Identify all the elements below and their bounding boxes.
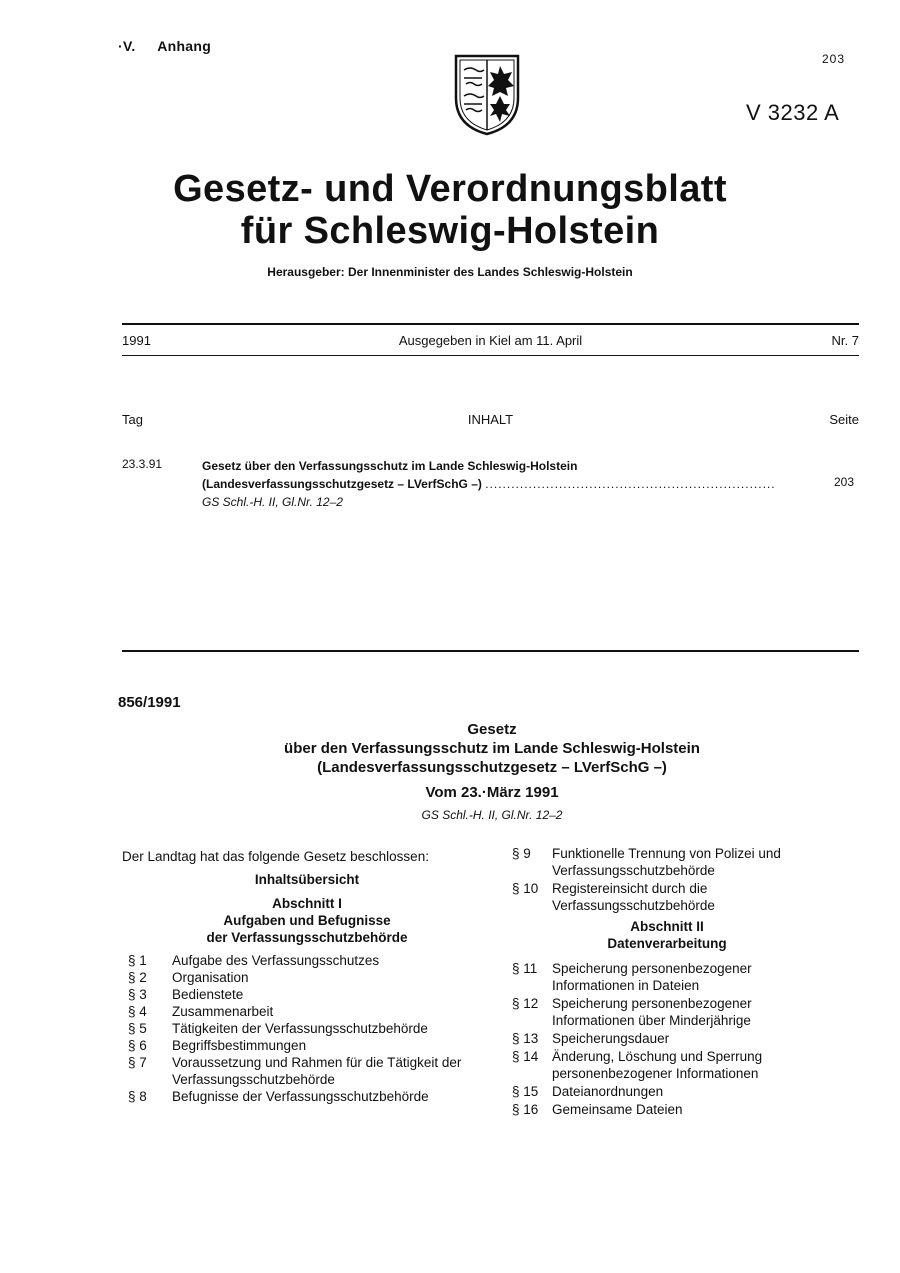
part-marker: ·V. [118,38,136,54]
paragraph-number: § 2 [128,970,147,985]
section2-label: Abschnitt II [630,919,704,934]
section2-title: Datenverarbeitung [607,936,727,951]
paragraph-number: § 9 [512,846,531,861]
overview-entry [512,1030,822,1047]
law-intro: Der Landtag hat das folgende Gesetz beschlossen: [122,849,429,864]
coat-of-arms-icon [448,48,526,138]
overview-entry [512,1101,822,1118]
paragraph-title: Aufgabe des Verfassungsschutzes [172,953,380,968]
contents-item-date: 23.3.91 [122,457,163,471]
law-title [0,720,900,777]
overview-entry [512,995,822,1029]
paragraph-number: § 11 [512,961,538,976]
contents-col-page: Seite [829,412,859,427]
contents-item-page: 203 [834,475,855,489]
paragraph-title: Speicherung personenbezogener Informationen über Minderjährige [552,996,752,1028]
paragraph-title: Bedienstete [172,987,244,1002]
law-title-line3: (Landesverfassungsschutzgesetz – LVerfSchG –) [317,759,667,776]
paragraph-number: § 4 [128,1004,147,1019]
masthead-title [0,168,900,252]
paragraph-number: § 15 [512,1084,539,1099]
issue-date: Ausgegeben in Kiel am 11. April [398,333,583,348]
section1-title-line2: der Verfassungsschutzbehörde [206,930,408,945]
law-date: Vom 23.·März 1991 [425,784,559,801]
paragraph-number: § 12 [512,996,539,1011]
overview-entry [512,1083,822,1100]
publisher-line: Herausgeber: Der Innenminister des Landes Schleswig-Holstein [267,265,633,279]
paragraph-number: § 14 [512,1049,539,1064]
contents-item-title: Gesetz über den Verfassungsschutz im Lande Schleswig-Holstein [202,459,578,473]
paragraph-number: § 13 [512,1031,539,1046]
paragraph-number: § 3 [128,987,147,1002]
masthead-title-line2: für Schleswig-Holstein [240,210,660,252]
overview-entry [122,969,492,986]
section1-cont-list [512,845,822,914]
law-title-line2: über den Verfassungsschutz im Lande Schleswig-Holstein [284,740,700,757]
overview-entry [122,986,492,1003]
paragraph-number: § 16 [512,1102,539,1117]
overview-entry [122,952,492,969]
page-number: 203 [822,52,846,66]
paragraph-title: Dateianordnungen [552,1084,664,1099]
publication-code: V 3232 A [746,100,840,125]
paragraph-number: § 10 [512,881,539,896]
issue-year: 1991 [122,333,151,348]
contents-heading: INHALT [467,412,514,427]
section1-list [122,952,492,1105]
paragraph-title: Registereinsicht durch die Verfassungsschutzbehörde [552,881,715,913]
overview-entry [122,1088,492,1105]
paragraph-title: Zusammenarbeit [172,1004,274,1019]
divider [122,355,859,356]
section1-title-line1: Aufgaben und Befugnisse [223,913,391,928]
paragraph-number: § 5 [128,1021,147,1036]
paragraph-title: Tätigkeiten der Verfassungsschutzbehörde [172,1021,428,1036]
law-reference: GS Schl.-H. II, Gl.Nr. 12–2 [421,808,563,822]
overview-entry [122,1003,492,1020]
running-header [118,38,211,54]
paragraph-title: Speicherungsdauer [552,1031,670,1046]
paragraph-title: Speicherung personenbezogener Informationen in Dateien [552,961,752,993]
overview-entry [122,1020,492,1037]
paragraph-number: § 8 [128,1089,147,1104]
paragraph-number: § 1 [128,953,147,968]
paragraph-title: Funktionelle Trennung von Polizei und Verfassungsschutzbehörde [552,846,781,878]
paragraph-title: Organisation [172,970,249,985]
divider [122,323,859,325]
paragraph-title: Gemeinsame Dateien [552,1102,683,1117]
document-number: 856/1991 [118,694,181,711]
overview-entry [122,1054,492,1088]
section-label: Anhang [157,38,212,54]
overview-entry [512,880,822,914]
issue-number: Nr. 7 [831,333,859,348]
overview-entry [512,960,822,994]
contents-item [202,457,812,511]
overview-entry [512,845,822,879]
section1-label: Abschnitt I [272,896,342,911]
law-title-line1: Gesetz [467,721,517,738]
paragraph-number: § 6 [128,1038,147,1053]
contents-col-day: Tag [122,412,143,427]
overview-entry [512,1048,822,1082]
contents-item-subtitle: (Landesverfassungsschutzgesetz – LVerfSchG –) [202,477,482,491]
overview-left-column [122,848,492,1105]
overview-entry [122,1037,492,1054]
paragraph-title: Voraussetzung und Rahmen für die Tätigkeit der Verfassungsschutzbehörde [172,1055,462,1087]
overview-right-column [512,845,822,1119]
leader-dots: ................................................................... [485,477,776,491]
contents-item-reference: GS Schl.-H. II, Gl.Nr. 12–2 [202,495,343,509]
section2-list [512,960,822,1118]
overview-heading: Inhaltsübersicht [254,872,360,887]
paragraph-title: Befugnisse der Verfassungsschutzbehörde [172,1089,429,1104]
masthead-title-line1: Gesetz- und Verordnungsblatt [173,168,727,210]
paragraph-number: § 7 [128,1055,147,1070]
paragraph-title: Änderung, Löschung und Sperrung personenbezogener Informationen [552,1049,763,1081]
divider [122,650,859,652]
paragraph-title: Begriffsbestimmungen [172,1038,307,1053]
